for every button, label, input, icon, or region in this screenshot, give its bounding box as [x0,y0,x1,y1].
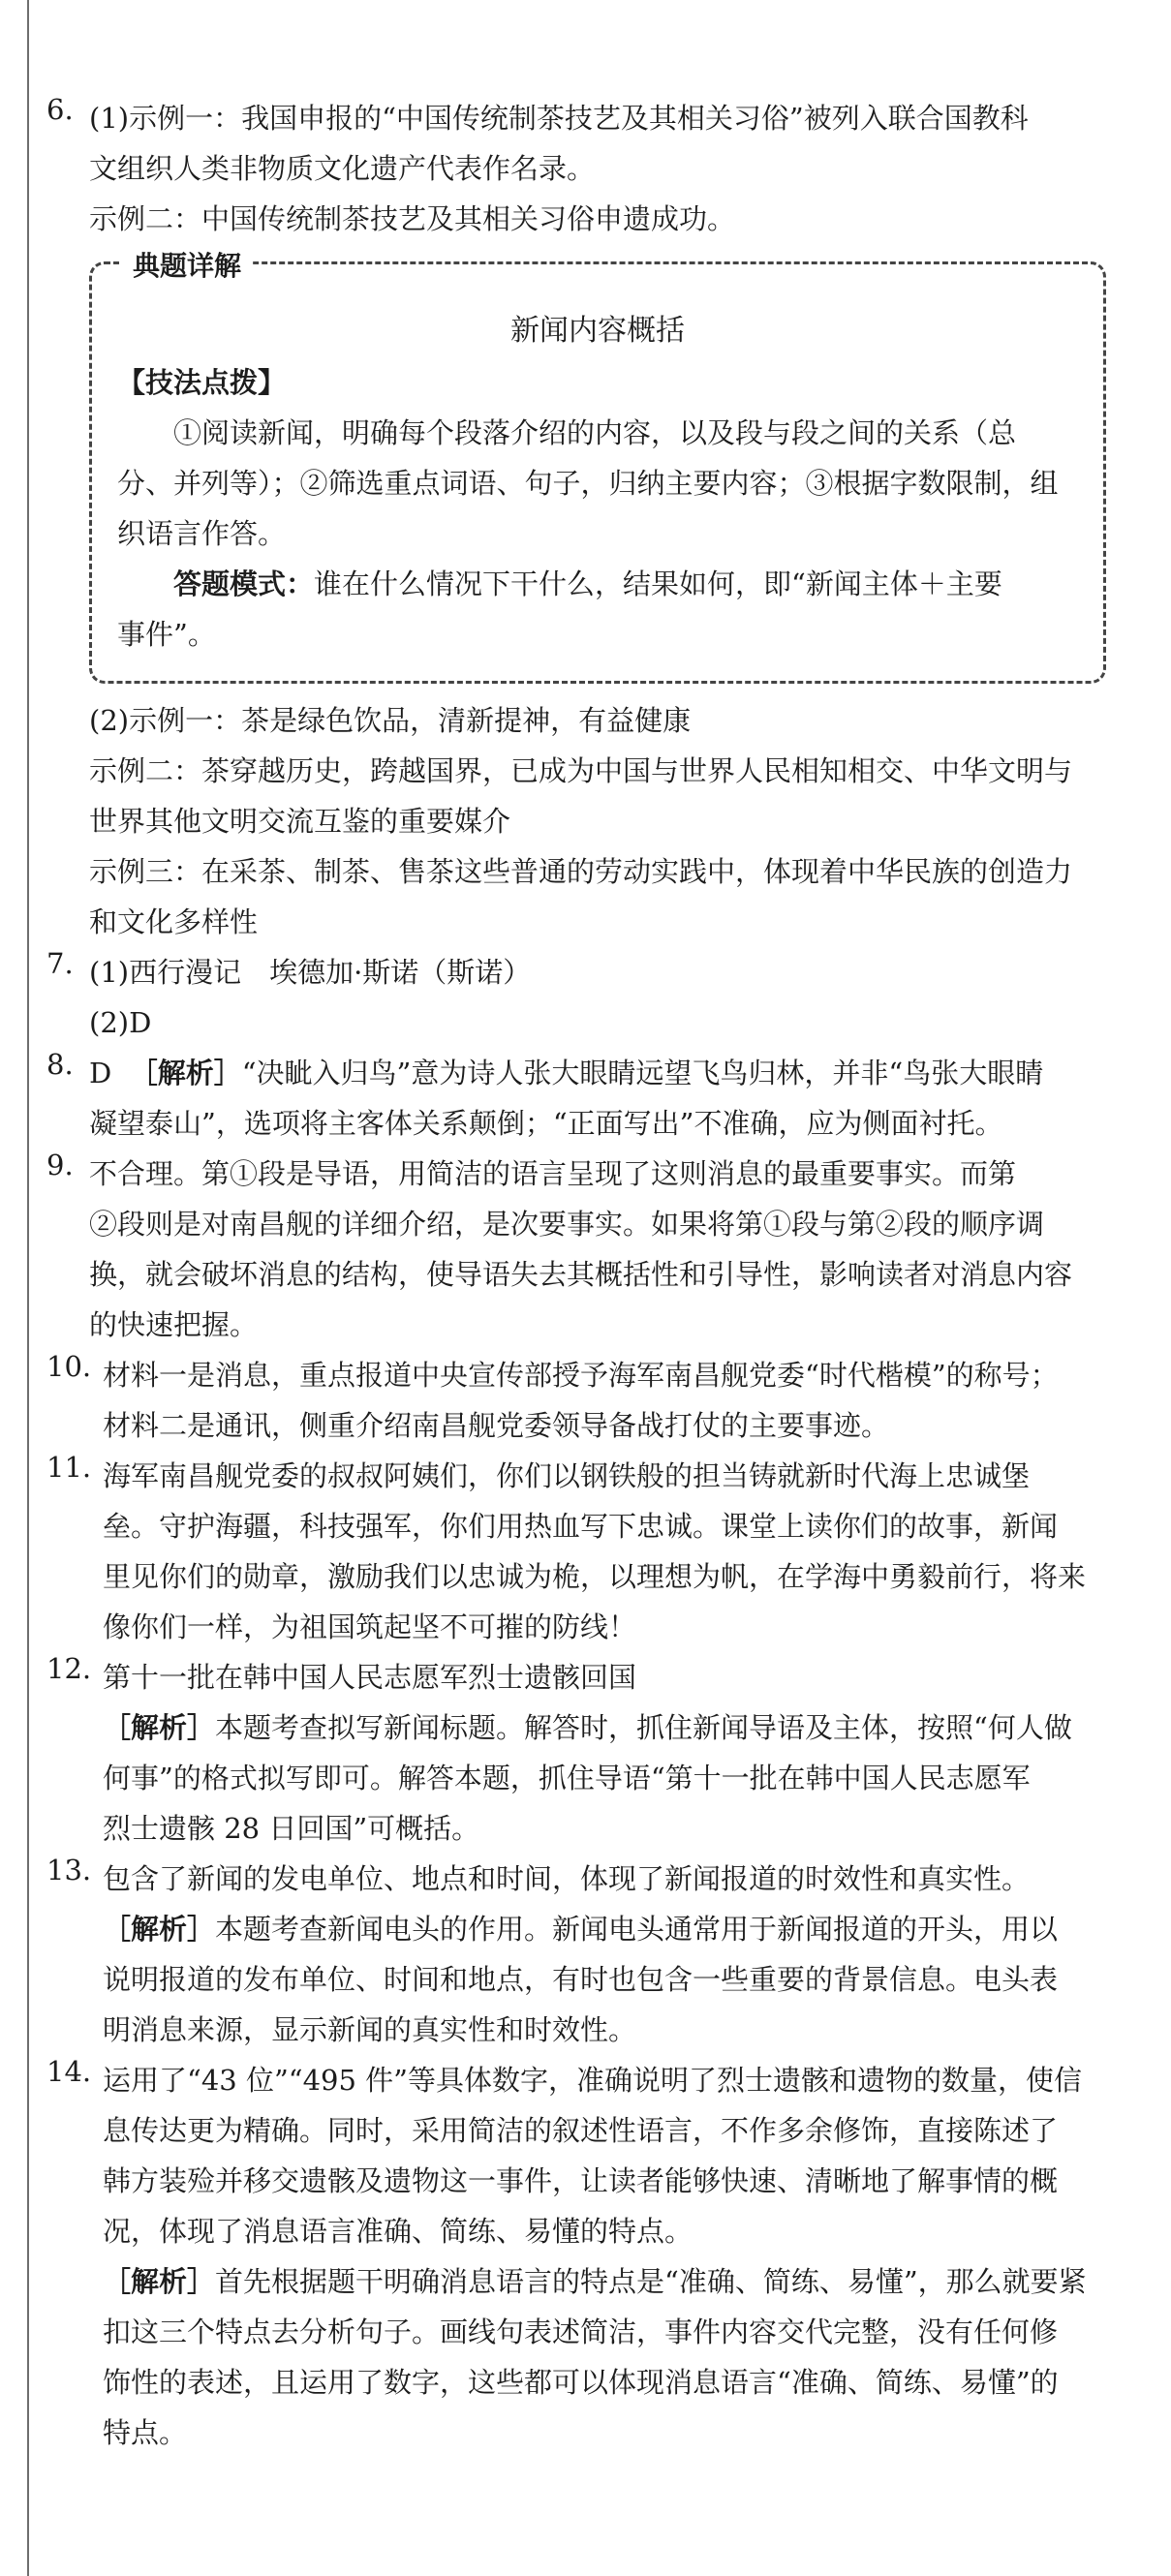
answer-line: 海军南昌舰党委的叔叔阿姨们，你们以钢铁般的担当铸就新时代海上忠诚堡 [103,1459,1031,1492]
answer-line: 像你们一样，为祖国筑起坚不可摧的防线！ [103,1610,637,1643]
technique-line: ①阅读新闻，明确每个段落介绍的内容，以及段与段之间的关系（总 [173,416,1017,449]
answer-choice: D [89,1057,112,1089]
answer-line: ②段则是对南昌舰的详细介绍，是次要事实。如果将第①段与第②段的顺序调 [89,1208,1045,1241]
tip-label: 典题详解 [121,245,253,284]
answer-line: 凝望泰山”，选项将主客体关系颠倒；“正面写出”不准确，应为侧面衬托。 [89,1107,1003,1140]
question-10 [46,1350,1131,1451]
margin-rule [27,0,29,2576]
technique-heading: 【技法点拨】 [117,366,287,399]
question-number: 9. [46,1149,74,1181]
question-number: 13. [46,1854,92,1886]
answer-line: (2)示例一：茶是绿色饮品，清新提神，有益健康 [89,704,692,737]
question-9 [46,1149,1131,1350]
answer-line: 韩方装殓并移交遗骸及遗物这一事件，让读者能够快速、清晰地了解事情的概 [103,2164,1059,2197]
answer-line: 息传达更为精确。同时，采用简洁的叙述性语言，不作多余修饰，直接陈述了 [103,2114,1059,2147]
answer-line: 和文化多样性 [89,905,259,938]
analysis-line: 何事”的格式拟写即可。解答本题，抓住导语“第十一批在韩中国人民志愿军 [103,1762,1031,1794]
question-number: 6. [46,93,74,126]
tip-box [89,250,1106,684]
answer-line: 包含了新闻的发电单位、地点和时间，体现了新闻报道的时效性和真实性。 [103,1862,1031,1895]
question-6-part-2 [89,695,1131,947]
answer-line: 的快速把握。 [89,1308,259,1341]
answer-line: 示例三：在采茶、制茶、售茶这些普通的劳动实践中，体现着中华民族的创造力 [89,855,1073,888]
question-number: 8. [46,1048,74,1081]
analysis-text: 本题考查拟写新闻标题。解答时，抓住新闻导语及主体，按照“何人做 [215,1711,1072,1744]
analysis-tag: ［解析］ [129,1057,242,1089]
question-8 [46,1048,1131,1149]
answer-line: 运用了“43 位”“495 件”等具体数字，准确说明了烈士遗骸和遗物的数量，使信 [103,2064,1082,2097]
technique-line: 分、并列等）；②筛选重点词语、句子，归纳主要内容；③根据字数限制，组 [117,467,1059,500]
answer-mode-line [117,559,1078,609]
answer-line: 示例二：茶穿越历史，跨越国界，已成为中国与世界人民相知相交、中华文明与 [89,754,1073,787]
answer-line: 况，体现了消息语言准确、简练、易懂的特点。 [103,2215,693,2248]
analysis-tag: ［解析］ [103,2265,216,2298]
analysis-text: 本题考查新闻电头的作用。新闻电头通常用于新闻报道的开头，用以 [215,1913,1059,1946]
question-13 [46,1854,1131,2055]
analysis-line [103,2256,1131,2307]
answer-line: (2)D [89,1006,152,1039]
analysis-tag: ［解析］ [103,1711,216,1744]
answer-line: 第十一批在韩中国人民志愿军烈士遗骸回国 [103,1661,637,1694]
analysis-text: 首先根据题干明确消息语言的特点是“准确、简练、易懂”，那么就要紧 [215,2265,1087,2298]
tip-title: 新闻内容概括 [510,314,685,348]
analysis-line: 烈士遗骸 28 日回国”可概括。 [103,1812,480,1845]
answer-line: 文组织人类非物质文化遗产代表作名录。 [89,152,596,185]
analysis-line [103,1904,1131,1954]
answer-mode-text: 谁在什么情况下干什么，结果如何，即“新闻主体＋主要 [314,567,1002,600]
answer-line: 垒。守护海疆，科技强军，你们用热血写下忠诚。课堂上读你们的故事，新闻 [103,1510,1059,1543]
technique-line: 织语言作答。 [117,517,287,550]
answer-page [46,93,1131,2458]
question-7 [46,947,1131,1048]
answer-mode-line: 事件”。 [117,618,216,651]
answer-line: (1)西行漫记 埃德加·斯诺（斯诺） [89,956,532,989]
question-number: 12. [46,1652,92,1685]
answer-line: 里见你们的勋章，激励我们以忠诚为桅，以理想为帆，在学海中勇毅前行，将来 [103,1560,1087,1593]
question-number: 14. [46,2055,92,2088]
analysis-tag: ［解析］ [103,1913,216,1946]
analysis-line: 明消息来源，显示新闻的真实性和时效性。 [103,2013,637,2046]
answer-line: 材料二是通讯，侧重介绍南昌舰党委领导备战打仗的主要事迹。 [103,1409,890,1442]
question-6 [46,93,1131,244]
analysis-line: 说明报道的发布单位、时间和地点，有时也包含一些重要的背景信息。电头表 [103,1963,1059,1996]
answer-line: 世界其他文明交流互鉴的重要媒介 [89,805,511,838]
answer-line: 示例二：中国传统制茶技艺及其相关习俗申遗成功。 [89,202,736,235]
answer-line: 不合理。第①段是导语，用简洁的语言呈现了这则消息的最重要事实。而第 [89,1157,1017,1190]
question-11 [46,1451,1131,1652]
analysis-line: 扣这三个特点去分析句子。画线句表述简洁，事件内容交代完整，没有任何修 [103,2315,1059,2348]
analysis-line [103,1702,1131,1753]
question-number: 11. [46,1451,92,1484]
answer-mode-key: 答题模式： [173,567,315,600]
answer-line [89,1048,1131,1098]
question-number: 10. [46,1350,92,1383]
question-14 [46,2055,1131,2458]
analysis-text: “决眦入归鸟”意为诗人张大眼睛远望飞鸟归林，并非“鸟张大眼睛 [241,1057,1044,1089]
answer-line: 换，就会破坏消息的结构，使导语失去其概括性和引导性，影响读者对消息内容 [89,1258,1073,1291]
answer-line: (1)示例一：我国申报的“中国传统制茶技艺及其相关习俗”被列入联合国教科 [89,102,1029,135]
analysis-line: 特点。 [103,2416,188,2449]
question-number: 7. [46,947,74,980]
analysis-line: 饰性的表述，且运用了数字，这些都可以体现消息语言“准确、简练、易懂”的 [103,2366,1059,2399]
question-12 [46,1652,1131,1854]
answer-line: 材料一是消息，重点报道中央宣传部授予海军南昌舰党委“时代楷模”的称号； [103,1359,1059,1392]
